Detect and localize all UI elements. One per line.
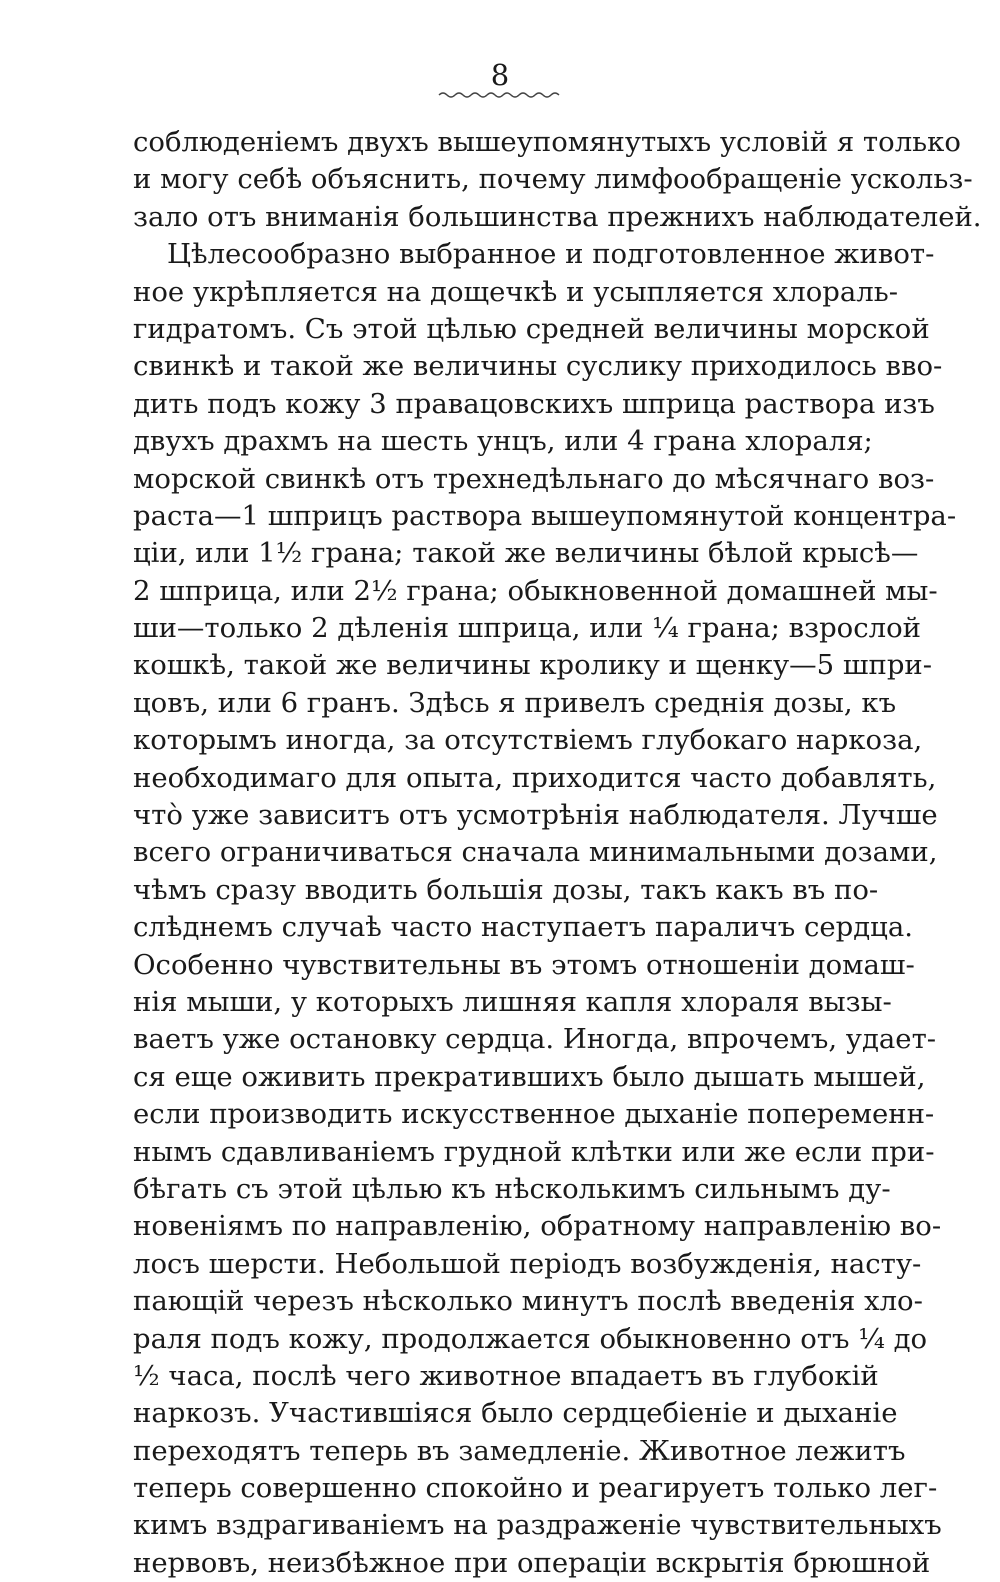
- text-line: переходятъ теперь въ замедленіе. Животное лежитъ: [133, 1434, 906, 1467]
- text-line: кимъ вздрагиваніемъ на раздраженіе чувствительныхъ: [133, 1509, 942, 1542]
- text-line: соблюденіемъ двухъ вышеупомянутыхъ условій я только: [133, 126, 961, 158]
- text-line: пающій черезъ нѣсколько минутъ послѣ введенія хло-: [133, 1285, 923, 1318]
- text-line: нымъ сдавливаніемъ грудной клѣтки или же если при-: [133, 1135, 935, 1168]
- text-line: дить подъ кожу 3 правацовскихъ шприца раствора изъ: [133, 387, 935, 420]
- text-line: морской свинкѣ отъ трехнедѣльнаго до мѣсячнаго воз-: [133, 462, 935, 495]
- body-text: [133, 124, 982, 1582]
- page-number: 8: [490, 58, 510, 92]
- text-line: лосъ шерсти. Небольшой періодъ возбужденія, насту-: [133, 1247, 922, 1280]
- text-line: ваетъ уже остановку сердца. Иногда, впрочемъ, удает-: [133, 1023, 937, 1056]
- ornament-divider: [437, 88, 563, 102]
- text-line: раля подъ кожу, продолжается обыкновенно отъ ¼ до: [133, 1322, 928, 1355]
- text-line: и могу себѣ объяснить, почему лимфообращеніе ускольз-: [133, 163, 973, 196]
- text-line: новеніямъ по направленію, обратному направленію во-: [133, 1210, 942, 1243]
- text-line: чѣмъ сразу вводить большія дозы, такъ какъ въ по-: [133, 873, 879, 906]
- text-line: слѣднемъ случаѣ часто наступаетъ параличъ сердца.: [133, 911, 914, 944]
- text-line: ціи, или 1½ грана; такой же величины бѣлой крысѣ—: [133, 537, 919, 570]
- text-line: Особенно чувствительны въ этомъ отношеніи домаш-: [133, 948, 915, 981]
- text-line: что̀ уже зависитъ отъ усмотрѣнія наблюдателя. Лучше: [133, 799, 938, 832]
- text-line: двухъ драхмъ на шесть унцъ, или 4 грана хлораля;: [133, 425, 873, 458]
- text-line: цовъ, или 6 гранъ. Здѣсь я привелъ среднія дозы, къ: [133, 686, 897, 719]
- text-line: необходимаго для опыта, приходится часто добавлять,: [133, 761, 937, 794]
- text-line: нія мыши, у которыхъ лишняя капля хлораля вызы-: [133, 985, 892, 1018]
- text-line: ное укрѣпляется на дощечкѣ и усыпляется хлораль-: [133, 275, 899, 308]
- text-line: нервовъ, неизбѣжное при операціи вскрытія брюшной: [133, 1546, 931, 1579]
- text-line: наркозъ. Участившіяся было сердцебіеніе и дыханіе: [133, 1397, 898, 1430]
- text-line: ши—только 2 дѣленія шприца, или ¼ грана; взрослой: [133, 612, 921, 645]
- text-line: всего ограничиваться сначала минимальными дозами,: [133, 836, 938, 869]
- text-line: зало отъ вниманія большинства прежнихъ наблюдателей.: [133, 200, 982, 233]
- text-line: ½ часа, послѣ чего животное впадаетъ въ глубокій: [133, 1359, 879, 1392]
- text-line: кошкѣ, такой же величины кролику и щенку—5 шпри-: [133, 649, 933, 682]
- paragraph-first-line: Цѣлесообразно выбранное и подготовленное живот-: [167, 238, 935, 271]
- text-line: бѣгать съ этой цѣлью къ нѣсколькимъ сильнымъ ду-: [133, 1172, 891, 1205]
- text-line: если производить искусственное дыханіе попеременн-: [133, 1098, 935, 1131]
- text-line: ся еще оживить прекратившихъ было дышать мышей,: [133, 1060, 926, 1093]
- text-line: которымъ иногда, за отсутствіемъ глубокаго наркоза,: [133, 724, 923, 757]
- text-line: теперь совершенно спокойно и реагируетъ только лег-: [133, 1472, 938, 1505]
- text-line: 2 шприца, или 2½ грана; обыкновенной домашней мы-: [133, 574, 938, 607]
- text-line: свинкѣ и такой же величины суслику приходилось вво-: [133, 350, 943, 383]
- text-line: гидратомъ. Съ этой цѣлью средней величины морской: [133, 312, 930, 345]
- text-line: раста—1 шприцъ раствора вышеупомянутой концентра-: [133, 499, 957, 532]
